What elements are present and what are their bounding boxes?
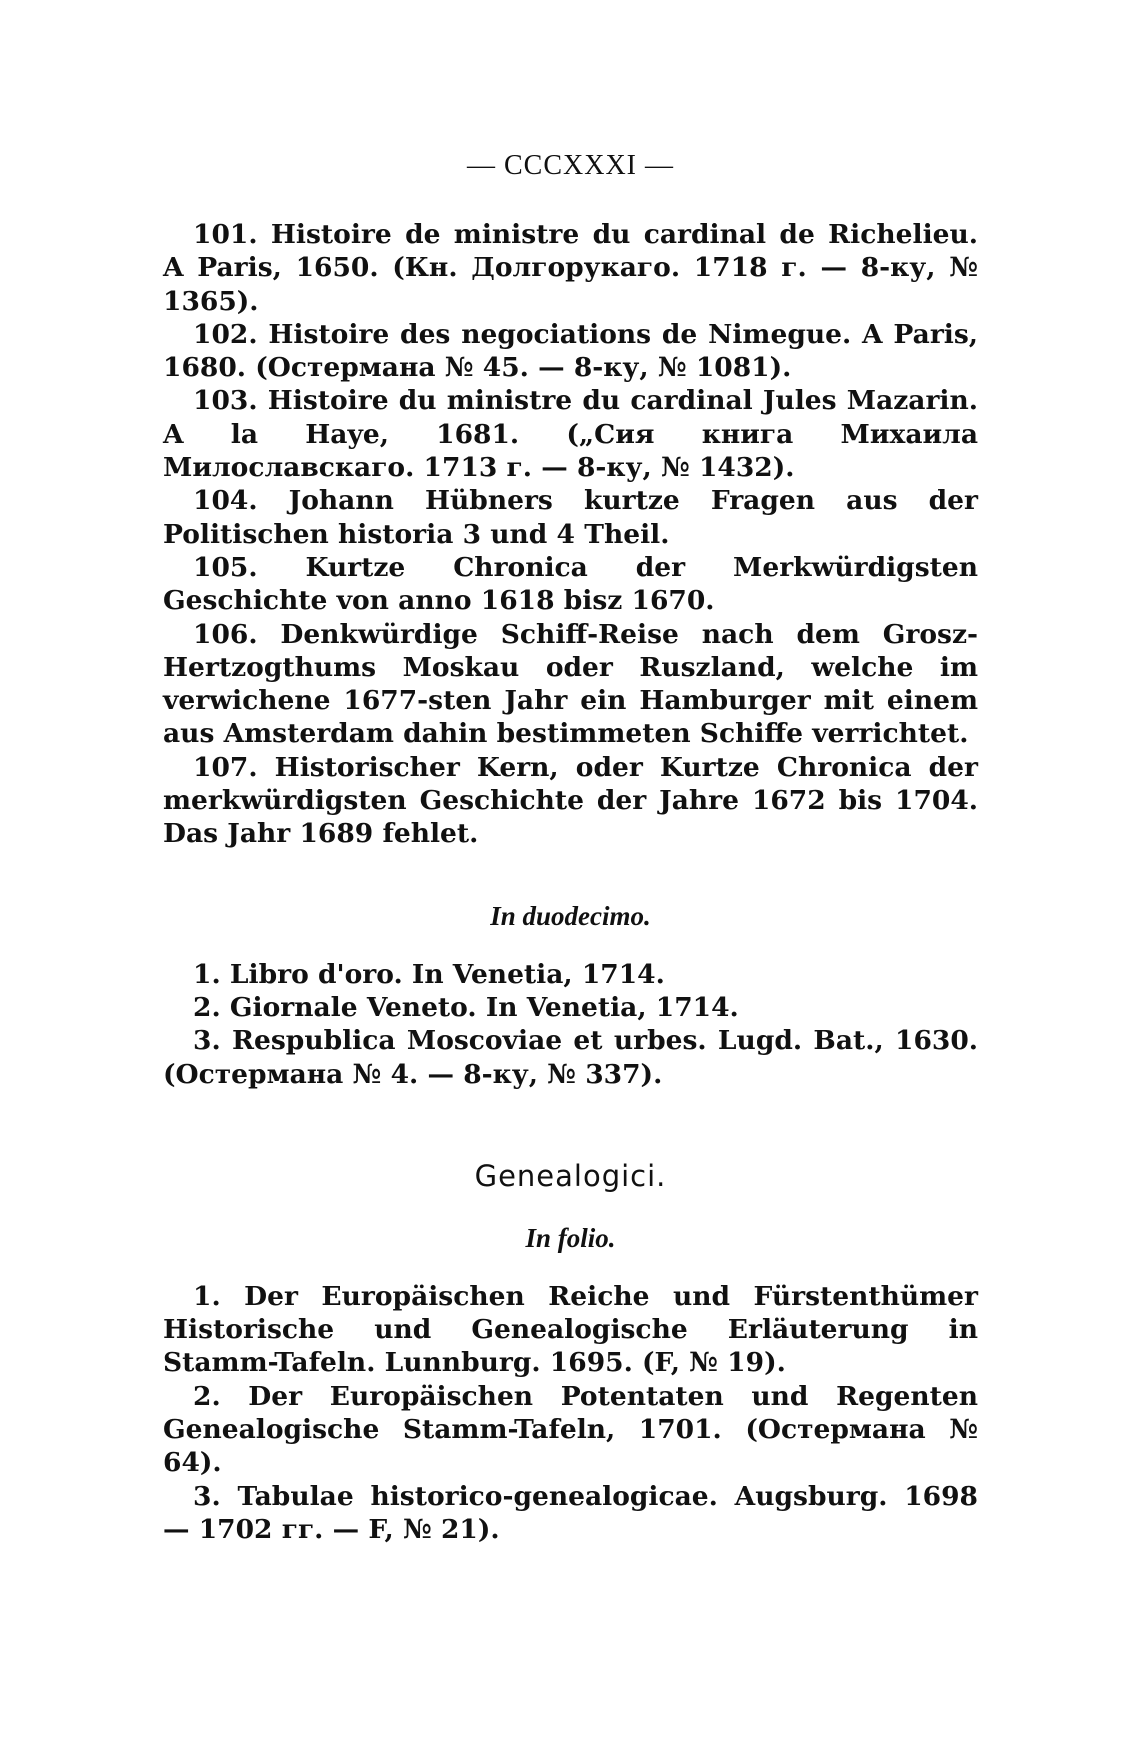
text-column — [163, 150, 978, 1546]
catalog-entry-107: 107. Historischer Kern, oder Kurtze Chronica der merkwürdigsten Geschichte der Jahre 1672 bis 1704. Das Jahr 1689 fehlet. — [163, 751, 978, 850]
folio-heading: In folio. — [525, 1222, 616, 1253]
entries-genealogici — [163, 1280, 978, 1546]
catalog-entry-105: 105. Kurtze Chronica der Merkwürdigsten Geschichte von anno 1618 bisz 1670. — [163, 551, 978, 617]
duodecimo-entry-1: 1. Libro d'oro. In Venetia, 1714. — [193, 958, 665, 990]
genealogici-entry-2: 2. Der Europäischen Potentaten und Regenten Genealogische Stamm-Tafeln, 1701. (Остермана № 64). — [163, 1380, 978, 1479]
catalog-entry-106: 106. Denkwürdige Schiff-Reise nach dem Grosz-Hertzogthums Moskau oder Ruszland, welche im verwichene 1677-sten Jahr ein Hamburger mit einem aus Amsterdam dahin bestimmeten Schiffe verrichtet. — [163, 618, 978, 750]
entries-duodecimo — [163, 958, 978, 1091]
catalog-entry-103: 103. Histoire du ministre du cardinal Jules Mazarin. A la Haye, 1681. („Сия книга Михаила Милославскаго. 1713 г. — 8-ку, № 1432). — [163, 385, 978, 484]
duodecimo-heading: In duodecimo. — [490, 900, 651, 931]
genealogici-entry-3: 3. Tabulae historico-genealogicae. Augsburg. 1698 — 1702 гг. — F, № 21). — [163, 1480, 978, 1545]
duodecimo-entry-2: 2. Giornale Veneto. In Venetia, 1714. — [193, 991, 739, 1023]
genealogici-entry-1: 1. Der Europäischen Reiche und Fürstenthümer Historische und Genealogische Erläuterung in Stamm-Tafeln. Lunnburg. 1695. (F, № 19). — [163, 1280, 978, 1379]
genealogici-heading: Genealogici. — [474, 1158, 667, 1193]
duodecimo-entry-3: 3. Respublica Moscoviae et urbes. Lugd. Bat., 1630. (Остермана № 4. — 8-ку, № 337). — [163, 1025, 978, 1090]
entries-quarto — [163, 218, 978, 851]
catalog-entry-102: 102. Histoire des negociations de Nimegue. A Paris, 1680. (Остермана № 45. — 8-ку, № 1081). — [163, 318, 978, 384]
catalog-entry-101: 101. Histoire de ministre du cardinal de Richelieu. A Paris, 1650. (Кн. Долгорукаго. 1718 г. — 8-ку, № 1365). — [163, 219, 978, 317]
page-number: — CCCXXXI — — [466, 150, 674, 181]
catalog-entry-104: 104. Johann Hübners kurtze Fragen aus der Politischen historia 3 und 4 Theil. — [163, 485, 978, 550]
